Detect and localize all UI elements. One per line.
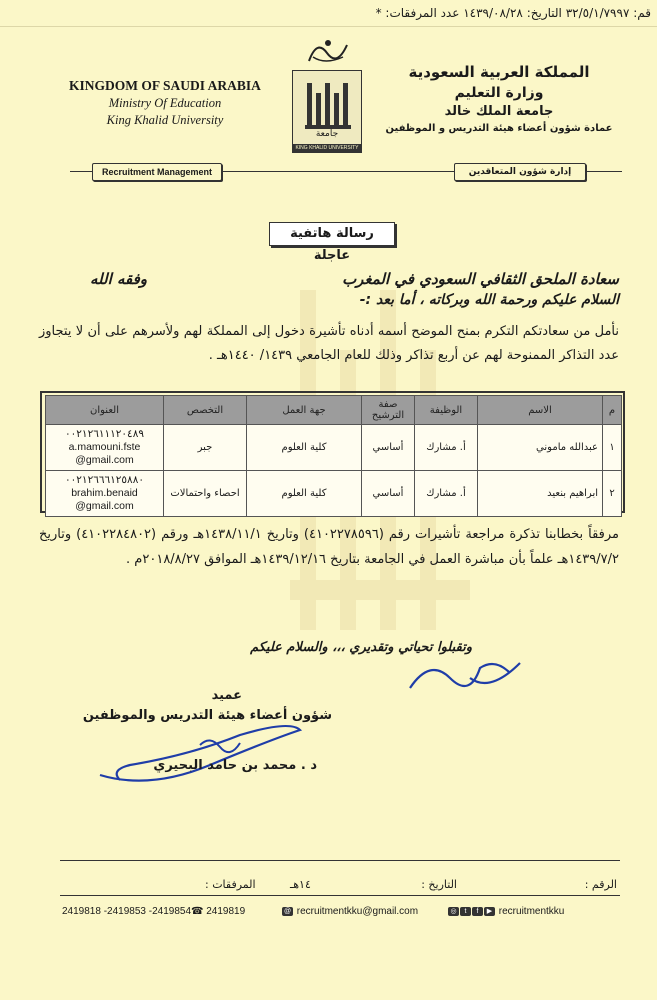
dean-department: شؤون أعضاء هيئة التدريس والموظفين — [82, 708, 332, 723]
cell-email: brahim.benaid @gmail.com — [71, 487, 138, 512]
letter-body: نأمل من سعادتكم التكرم بمنح الموضح أسمه أدناه تأشيرة دخول إلى المملكة لهم ولأسرهم على أن لا يتجاوز عدد التذاكر الممنوحة لهم عن أربع تذاكر وذلك للعام الجامعي ١٤٣٩/ ١٤٤٠هـ . — [39, 324, 619, 363]
cell-name: ابراهيم بنعيد — [478, 471, 603, 517]
col-header-spec: التخصص — [164, 396, 247, 425]
english-header — [60, 78, 270, 128]
deanship-title-ar: عمادة شؤون أعضاء هيئة التدريس و الموظفين — [385, 123, 613, 134]
cell-num: ١ — [603, 425, 622, 471]
twitter-icon: t — [460, 907, 471, 916]
youtube-icon: ▶ — [484, 907, 495, 916]
kingdom-title: KINGDOM OF SAUDI ARABIA — [69, 78, 261, 93]
footer-email — [282, 906, 418, 917]
letter-subject: رسالة هاتفية عاجلة — [269, 222, 395, 246]
signature-initial — [400, 648, 530, 703]
footer-date-value: ١٤هـ — [290, 878, 311, 891]
cell-job: أ. مشارك — [415, 425, 478, 471]
logo-bars — [305, 79, 351, 131]
university-title-ar: جامعة الملك خالد — [444, 104, 554, 119]
footer-number-label: الرقم : — [584, 878, 617, 891]
cell-spec: جبر — [164, 425, 247, 471]
university-logo — [292, 70, 362, 152]
col-header-job: الوظيفة — [415, 396, 478, 425]
footer-social — [448, 906, 564, 917]
cell-work: كلية العلوم — [247, 425, 362, 471]
footer-phones: 2419818 -2419853 -2419854☎ 2419819 — [62, 906, 246, 917]
kingdom-title-ar: المملكة العربية السعودية — [408, 63, 590, 81]
cell-spec: احصاء واحتمالات — [164, 471, 247, 517]
footer-divider-bottom — [60, 895, 620, 896]
cell-address — [46, 471, 164, 517]
department-label-en: Recruitment Management — [92, 163, 222, 181]
university-title: King Khalid University — [106, 113, 224, 127]
ministry-title-ar: وزارة التعليم — [454, 85, 544, 101]
ministry-title: Ministry Of Education — [108, 96, 222, 110]
table-row — [46, 471, 622, 517]
footer-attachments-label: المرفقات : — [205, 878, 256, 891]
arabic-header — [379, 63, 619, 134]
col-header-num: م — [603, 396, 622, 425]
facebook-icon: f — [472, 907, 483, 916]
cell-phone: ٠٠٢١٢٦١١١٢٠٤٨٩ — [65, 428, 144, 440]
footer-date-label: التاريخ : — [421, 878, 457, 891]
logo-arabic-text: جامعة — [315, 129, 339, 139]
instagram-icon: ◎ — [448, 907, 459, 916]
dean-title: عميد — [211, 688, 242, 703]
cell-type: أساسي — [362, 471, 415, 517]
dean-name: د . محمد بن حامد البحيري — [153, 758, 317, 773]
department-label-ar: إدارة شؤون المتعاقدين — [454, 163, 586, 181]
footer-email-text: recruitmentkku@gmail.com — [296, 906, 419, 917]
col-header-address: العنوان — [46, 396, 164, 425]
cell-address — [46, 425, 164, 471]
cell-phone: ٠٠٢١٢٦٦٦١٢٥٨٨٠ — [65, 474, 144, 486]
cell-type: أساسي — [362, 425, 415, 471]
dean-signature — [90, 715, 310, 795]
cell-job: أ. مشارك — [415, 471, 478, 517]
top-reference-bar — [0, 0, 657, 27]
logo-caption: KING KHALID UNIVERSITY — [292, 144, 362, 153]
addressee: سعادة الملحق الثقافي السعودي في المغرب — [342, 270, 619, 288]
attachment-note: مرفقاً بخطابنا تذكرة مراجعة تأشيرات رقم (٤١٠٢٢٧٨٥٩٦) وتاريخ ١٤٣٨/١١/١هـ ورقم (٤١٠٢٢٨٤٨٠٢) وتاريخ ١٤٣٩/٧/٢هـ علماً بأن مباشرة العمل في الجامعة بتاريخ ١٤٣٩/١٢/١٦هـ الموافق ٢٠١٨/٨/٢٧م . — [39, 527, 619, 567]
closing-line: وتقبلوا تحياتي وتقديري ،،، والسلام عليكم — [250, 640, 472, 655]
col-header-work: جهة العمل — [247, 396, 362, 425]
footer-social-handle: recruitmentkku — [498, 906, 565, 917]
cell-name: عبدالله ماموني — [478, 425, 603, 471]
addressee-greeting: وفقه الله — [90, 270, 148, 288]
col-header-name: الاسم — [478, 396, 603, 425]
table-row — [46, 425, 622, 471]
staff-table — [45, 395, 622, 517]
cell-email: a.mamouni.fste @gmail.com — [68, 441, 141, 466]
cell-work: كلية العلوم — [247, 471, 362, 517]
salutation: السلام عليكم ورحمة الله وبركاته ، أما بعد :- — [359, 292, 619, 308]
calligraphy-emblem — [305, 35, 351, 67]
reference-text: قم: ٣٢/٥/١/٧٩٩٧ التاريخ: ١٤٣٩/٠٨/٢٨ عدد المرفقات: * — [375, 6, 651, 20]
table-header-row — [46, 396, 622, 425]
footer-divider-top — [60, 860, 620, 861]
col-header-type: صفة الترشيح — [362, 396, 415, 425]
mail-icon: @ — [283, 907, 292, 915]
cell-num: ٢ — [603, 471, 622, 517]
